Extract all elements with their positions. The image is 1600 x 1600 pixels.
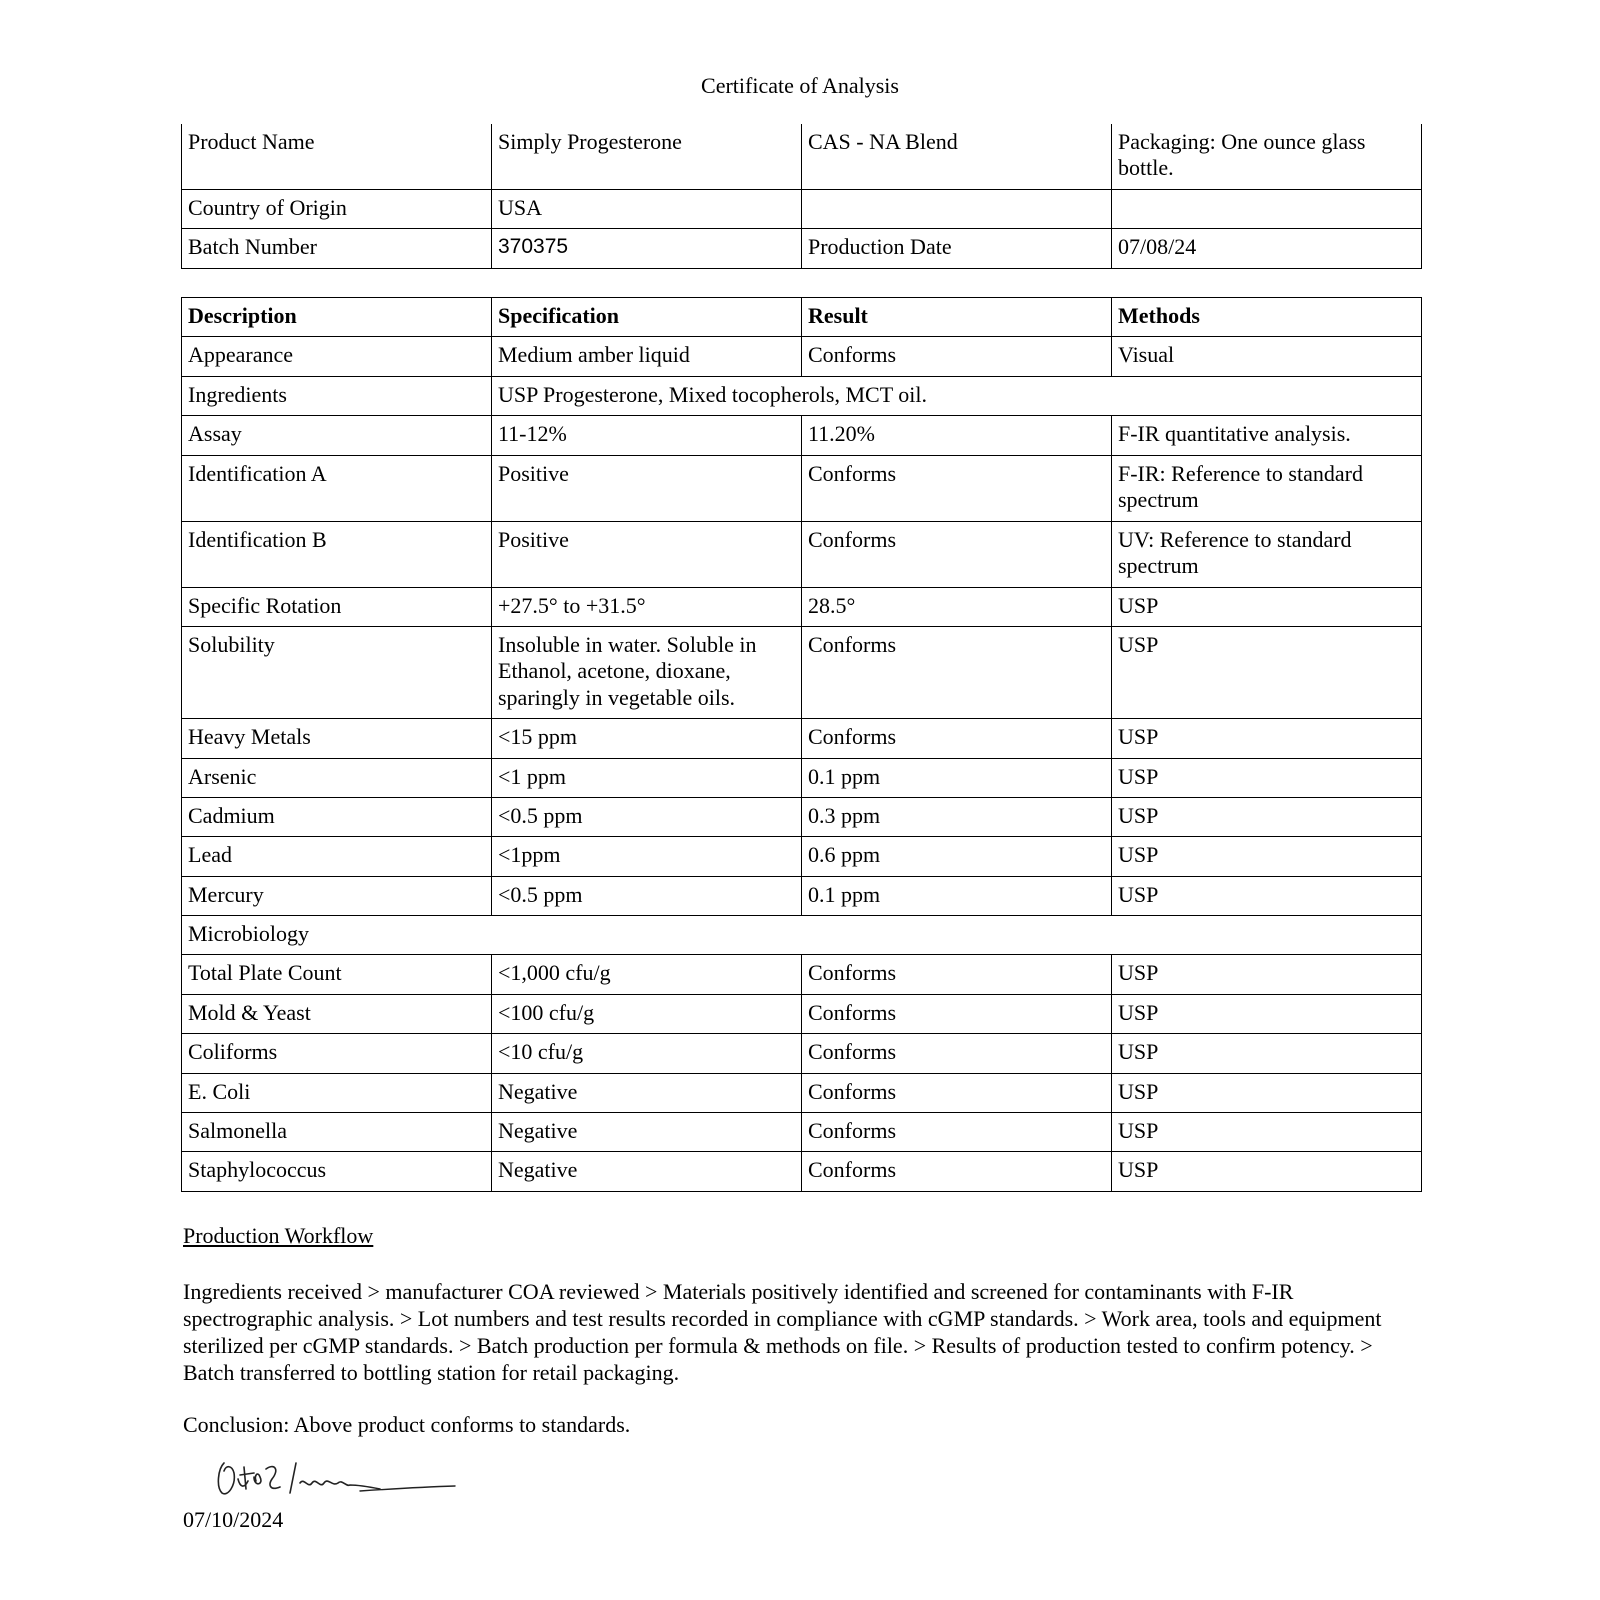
- spec-cell: Positive: [492, 455, 802, 521]
- method-cell: USP: [1112, 758, 1422, 797]
- method-cell: USP: [1112, 837, 1422, 876]
- desc-cell: Solubility: [182, 626, 492, 718]
- production-date-value: 07/08/24: [1112, 229, 1422, 268]
- spec-cell: Medium amber liquid: [492, 337, 802, 376]
- result-cell: Conforms: [802, 626, 1112, 718]
- method-cell: USP: [1112, 955, 1422, 994]
- product-info-table: [181, 124, 1422, 269]
- packaging-value: Packaging: One ounce glass bottle.: [1112, 124, 1422, 190]
- result-cell: Conforms: [802, 1073, 1112, 1112]
- table-row: [182, 337, 1422, 376]
- desc-cell: E. Coli: [182, 1073, 492, 1112]
- desc-cell: Mercury: [182, 876, 492, 915]
- spec-cell: Negative: [492, 1073, 802, 1112]
- country-value: USA: [492, 190, 802, 229]
- method-cell: F-IR quantitative analysis.: [1112, 416, 1422, 455]
- table-row: [182, 837, 1422, 876]
- cas-value: CAS - NA Blend: [802, 124, 1112, 190]
- method-cell: USP: [1112, 719, 1422, 758]
- spec-cell: <100 cfu/g: [492, 994, 802, 1033]
- signature: [210, 1455, 460, 1505]
- method-cell: USP: [1112, 1113, 1422, 1152]
- result-cell: 11.20%: [802, 416, 1112, 455]
- spec-cell: <0.5 ppm: [492, 876, 802, 915]
- method-cell: USP: [1112, 1073, 1422, 1112]
- spec-cell: <1 ppm: [492, 758, 802, 797]
- method-cell: USP: [1112, 587, 1422, 626]
- table-row: [182, 797, 1422, 836]
- results-table: [181, 297, 1422, 1192]
- batch-label: Batch Number: [182, 229, 492, 268]
- table-row: [182, 376, 1422, 415]
- conclusion-text: Conclusion: Above product conforms to standards.: [183, 1412, 631, 1437]
- table-row: [182, 521, 1422, 587]
- spec-cell: Negative: [492, 1113, 802, 1152]
- spec-cell: Negative: [492, 1152, 802, 1191]
- result-cell: Conforms: [802, 955, 1112, 994]
- method-cell: USP: [1112, 994, 1422, 1033]
- method-cell: UV: Reference to standard spectrum: [1112, 521, 1422, 587]
- result-cell: 0.6 ppm: [802, 837, 1112, 876]
- production-date-label: Production Date: [802, 229, 1112, 268]
- desc-cell: Salmonella: [182, 1113, 492, 1152]
- method-cell: USP: [1112, 1152, 1422, 1191]
- result-cell: 0.1 ppm: [802, 758, 1112, 797]
- desc-cell: Staphylococcus: [182, 1152, 492, 1191]
- column-header: Specification: [492, 298, 802, 337]
- desc-cell: Lead: [182, 837, 492, 876]
- result-cell: Conforms: [802, 455, 1112, 521]
- table-row: [182, 1152, 1422, 1191]
- spec-cell: <10 cfu/g: [492, 1034, 802, 1073]
- table-row: [182, 876, 1422, 915]
- empty-cell: [802, 190, 1112, 229]
- method-cell: USP: [1112, 876, 1422, 915]
- table-row: [182, 1034, 1422, 1073]
- product-name-label: Product Name: [182, 124, 492, 190]
- spec-cell: Positive: [492, 521, 802, 587]
- table-row: [182, 758, 1422, 797]
- desc-cell: Coliforms: [182, 1034, 492, 1073]
- result-cell: Conforms: [802, 337, 1112, 376]
- result-cell: Conforms: [802, 1152, 1112, 1191]
- table-row: [182, 719, 1422, 758]
- spec-cell: 11-12%: [492, 416, 802, 455]
- table-row: [182, 587, 1422, 626]
- desc-cell: Assay: [182, 416, 492, 455]
- result-cell: Conforms: [802, 1034, 1112, 1073]
- result-cell: Conforms: [802, 521, 1112, 587]
- country-label: Country of Origin: [182, 190, 492, 229]
- column-header: Methods: [1112, 298, 1422, 337]
- desc-cell: Cadmium: [182, 797, 492, 836]
- desc-cell: Identification A: [182, 455, 492, 521]
- result-cell: Conforms: [802, 719, 1112, 758]
- result-cell: 0.3 ppm: [802, 797, 1112, 836]
- method-cell: USP: [1112, 797, 1422, 836]
- result-cell: 28.5°: [802, 587, 1112, 626]
- desc-cell: Appearance: [182, 337, 492, 376]
- spec-cell: <1ppm: [492, 837, 802, 876]
- method-cell: F-IR: Reference to standard spectrum: [1112, 455, 1422, 521]
- method-cell: USP: [1112, 1034, 1422, 1073]
- result-cell: Conforms: [802, 994, 1112, 1033]
- desc-cell: Heavy Metals: [182, 719, 492, 758]
- spec-cell: +27.5° to +31.5°: [492, 587, 802, 626]
- table-row: [182, 626, 1422, 718]
- table-row: [182, 916, 1422, 955]
- desc-cell: Arsenic: [182, 758, 492, 797]
- desc-cell: Microbiology: [182, 916, 1422, 955]
- workflow-text: Ingredients received > manufacturer COA reviewed > Materials positively identified and screened for contaminants with F-IR spectrographic analysis. > Lot numbers and test results recorded in compliance with cGMP standards. > Work area, tools and equipment sterilized per cGMP standards. > Batch production per formula & methods on file. > Results of production tested to confirm potency. > Batch transferred to bottling station for retail packaging.: [183, 1279, 1382, 1385]
- desc-cell: Specific Rotation: [182, 587, 492, 626]
- page-title: Certificate of Analysis: [701, 73, 899, 98]
- method-cell: USP: [1112, 626, 1422, 718]
- spec-cell: <0.5 ppm: [492, 797, 802, 836]
- table-row: [182, 1113, 1422, 1152]
- desc-cell: Ingredients: [182, 376, 492, 415]
- batch-row: [182, 229, 1422, 268]
- column-header: Description: [182, 298, 492, 337]
- spec-cell: USP Progesterone, Mixed tocopherols, MCT oil.: [492, 376, 1422, 415]
- table-row: [182, 416, 1422, 455]
- result-cell: 0.1 ppm: [802, 876, 1112, 915]
- spec-cell: <15 ppm: [492, 719, 802, 758]
- product-name-value: Simply Progesterone: [492, 124, 802, 190]
- workflow-title: Production Workflow: [183, 1223, 374, 1248]
- table-row: [182, 955, 1422, 994]
- method-cell: Visual: [1112, 337, 1422, 376]
- empty-cell: [1112, 190, 1422, 229]
- spec-cell: Insoluble in water. Soluble in Ethanol, acetone, dioxane, sparingly in vegetable oils.: [492, 626, 802, 718]
- spec-cell: <1,000 cfu/g: [492, 955, 802, 994]
- country-row: [182, 190, 1422, 229]
- table-row: [182, 455, 1422, 521]
- result-cell: Conforms: [802, 1113, 1112, 1152]
- desc-cell: Mold & Yeast: [182, 994, 492, 1033]
- table-row: [182, 994, 1422, 1033]
- signature-date: 07/10/2024: [183, 1507, 284, 1532]
- desc-cell: Total Plate Count: [182, 955, 492, 994]
- table-row: [182, 1073, 1422, 1112]
- column-header: Result: [802, 298, 1112, 337]
- product-name-row: [182, 124, 1422, 190]
- desc-cell: Identification B: [182, 521, 492, 587]
- results-header-row: [182, 298, 1422, 337]
- batch-value: 370375: [492, 229, 802, 268]
